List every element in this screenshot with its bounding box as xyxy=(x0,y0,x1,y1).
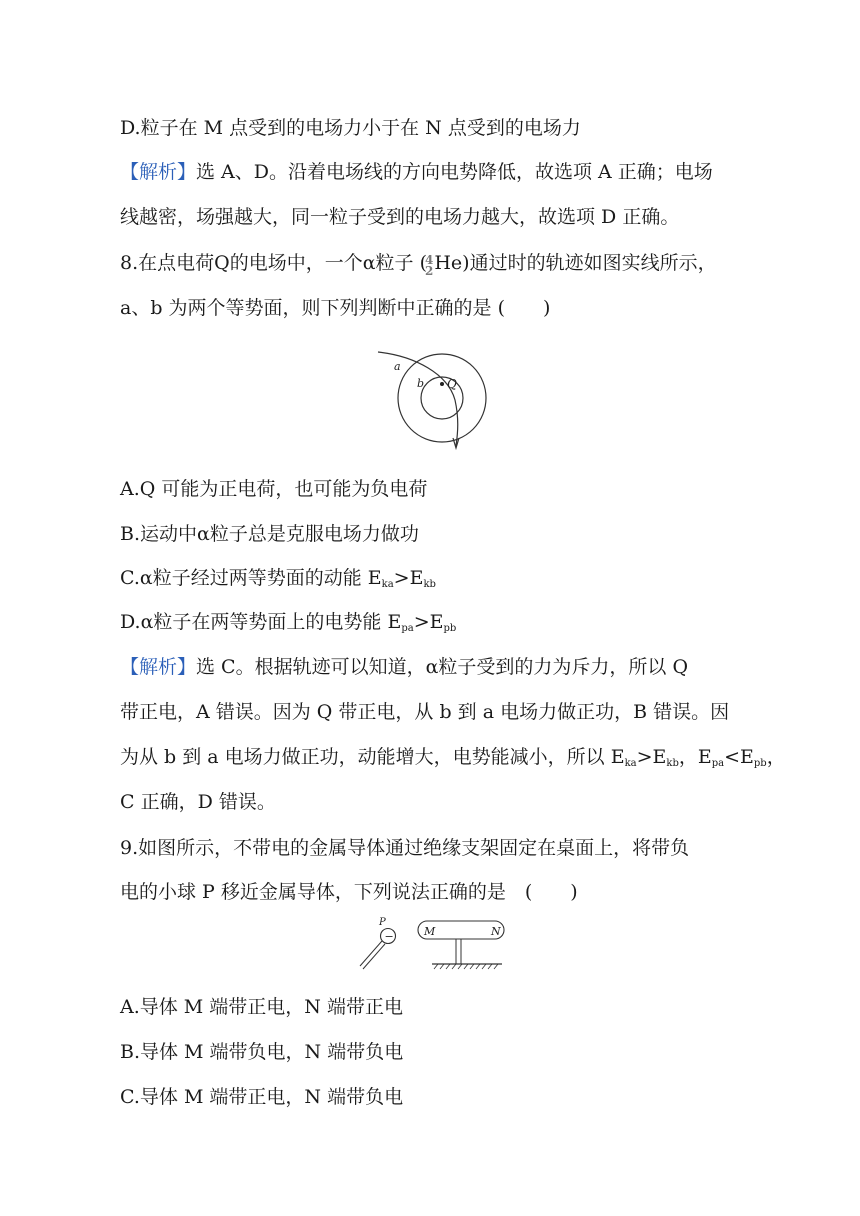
q7-analysis-line-2: 线越密，场强越大，同一粒子受到的电场力越大，故选项 D 正确。 xyxy=(120,206,680,228)
q8-stem-part-b: He)通过时的轨迹如图实线所示， xyxy=(434,252,717,274)
he-atomic-number: 2 xyxy=(425,264,434,278)
helium-nuclide xyxy=(425,255,433,277)
label-p: P xyxy=(379,917,386,928)
equipotential-a-circle xyxy=(398,354,486,442)
q7-option-d: D.粒子在 M 点受到的电场力小于在 N 点受到的电场力 xyxy=(120,117,581,139)
q8-analysis-l3-a: 为从 b 到 a 电场力做正功，动能增大，电势能减小，所以 E xyxy=(120,746,625,768)
q8-analysis-l3-b: >E xyxy=(636,746,667,768)
ball-minus-sign: − xyxy=(384,930,394,943)
ball-handle xyxy=(360,941,382,966)
subscript: pb xyxy=(753,758,767,769)
q9-option-c: C.导体 M 端带正电，N 端带负电 xyxy=(120,1086,404,1108)
q8-option-a: A.Q 可能为正电荷，也可能为负电荷 xyxy=(120,478,428,500)
subscript: pa xyxy=(401,623,414,634)
q8-analysis-line-3 xyxy=(120,745,786,769)
q9-stem-line-1: 9.如图所示，不带电的金属导体通过绝缘支架固定在桌面上，将带负 xyxy=(120,837,690,859)
table-hatching xyxy=(434,964,498,969)
label-b: b xyxy=(417,377,425,390)
q8-analysis-l3-e: ， xyxy=(766,746,786,768)
q9-figure-conductor-diagram xyxy=(352,914,512,972)
q9-option-b: B.导体 M 端带负电，N 端带负电 xyxy=(120,1041,404,1063)
q8-analysis-line-4: C 正确，D 错误。 xyxy=(120,791,276,813)
label-a: a xyxy=(394,360,401,373)
analysis-tag: 【解析】 xyxy=(120,161,197,183)
q8-analysis-line-1 xyxy=(120,655,688,679)
q8-option-b: B.运动中α粒子总是克服电场力做功 xyxy=(120,523,419,545)
subscript: pa xyxy=(711,758,725,769)
charge-q-dot xyxy=(440,382,444,386)
q8-analysis-l3-d: <E xyxy=(724,746,754,768)
q8-stem-line-1 xyxy=(120,251,717,277)
q8-option-c-mid: >E xyxy=(393,567,424,589)
subscript: kb xyxy=(666,758,679,769)
q8-analysis-l3-c: ，E xyxy=(678,746,712,768)
subscript: ka xyxy=(624,758,637,769)
q8-option-d-mid: >E xyxy=(413,611,444,633)
q8-figure-equipotential-diagram xyxy=(370,342,500,457)
q8-option-c-text: C.α粒子经过两等势面的动能 E xyxy=(120,567,382,589)
q8-option-d xyxy=(120,610,456,634)
subscript: ka xyxy=(381,579,394,590)
q7-analysis-line-1 xyxy=(120,160,713,184)
q8-stem-part-a: 8.在点电荷Q的电场中，一个α粒子 ( xyxy=(120,252,427,274)
label-n: N xyxy=(491,925,501,938)
subscript: kb xyxy=(423,579,436,590)
q8-option-d-text: D.α粒子在两等势面上的电势能 E xyxy=(120,611,402,633)
he-mass-number: 4 xyxy=(425,253,434,267)
ball-handle xyxy=(363,944,385,969)
q8-stem-line-2: a、b 为两个等势面，则下列判断中正确的是 ( ) xyxy=(120,297,551,319)
subscript: pb xyxy=(443,623,457,634)
q8-analysis-line-2: 带正电，A 错误。因为 Q 带正电，从 b 到 a 电场力做正功，B 错误。因 xyxy=(120,701,730,723)
q9-option-a: A.导体 M 端带正电，N 端带正电 xyxy=(120,996,403,1018)
label-m: M xyxy=(424,925,436,938)
alpha-particle-trajectory xyxy=(378,352,458,446)
q8-option-c xyxy=(120,566,436,590)
q7-analysis-text: 选 A、D。沿着电场线的方向电势降低，故选项 A 正确；电场 xyxy=(196,161,713,183)
label-q: Q xyxy=(447,377,457,391)
q8-analysis-text: 选 C。根据轨迹可以知道，α粒子受到的力为斥力，所以 Q xyxy=(196,656,689,678)
q9-stem-line-2: 电的小球 P 移近金属导体，下列说法正确的是 ( ) xyxy=(120,881,578,903)
analysis-tag: 【解析】 xyxy=(120,656,197,678)
